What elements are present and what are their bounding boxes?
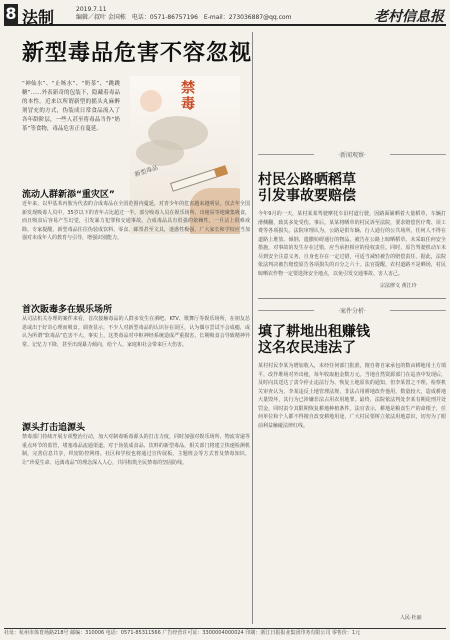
sidebar-label-bottom: ·案件分析· — [258, 306, 446, 316]
section-body-1: 近年来，以甲基苯丙胺为代表的合成毒品在全国范围内蔓延，对青少年的危害越来越明显。仅去年全国新发现吸毒人员中，35岁以下的青年占比超过一半。部分吸毒人员在娱乐场所、出租屋等地聚集吸食，而且吸食后容易产生幻觉，引发暴力犯罪和交通事故。合成毒品具有很强的依赖性，一旦沾上很难戒除。专家提醒，新型毒品往往伪装成饮料、零食、邮票甚至文具，迷惑性极强，广大家长和学校应当加强对未成年人的教育与引导，增强识别能力。 — [22, 201, 250, 241]
illustration-glow — [140, 90, 162, 112]
phone-number: 电话：0571-86757196 — [131, 14, 198, 21]
section-heading-1: 流动人群新添“重灾区” — [22, 190, 115, 200]
sidebar-divider — [258, 298, 446, 299]
sidebar-headline-line: 这名农民违法了 — [258, 340, 356, 356]
sidebar-headline-line: 引发事故要赔偿 — [258, 188, 356, 204]
header-meta — [76, 6, 297, 22]
section-body-3: 禁毒部门持续开展专项整治行动，加大对制毒贩毒源头的打击力度，同时加强对娱乐场所、物流寄递等重点环节的监管，堵塞毒品流通渠道。对于伪装成食品、饮料的新型毒品，相关部门将建立快速检测机制，完善信息共享，织密防控网络。社区和学校也将通过宣传展板、主题班会等方式普及禁毒知识，让“珍爱生命、远离毒品”的理念深入人心，共同构筑全民禁毒的坚固防线。 — [22, 434, 250, 466]
column-divider — [252, 32, 253, 624]
editor-credit: 编辑／叔叶 金国栋 — [76, 14, 126, 21]
header-contacts — [76, 14, 297, 22]
illustration-caption: 新型毒品 — [133, 164, 159, 179]
page-number: 8 — [5, 4, 17, 23]
sidebar-body-bottom: 某村村民李某为增加收入，未经任何部门批准，擅自将自家承包的数亩耕地用土方填平，改作堆场对外出租，每年收取租金数万元。当地自然资源部门在巡查中发现后，及时向其送达了责令停止违法行为、恢复土地原状的通知，但李某置之不理。检察机关审查认为，李某违反土地管理法规，非法占用耕地改作他用，数量较大，造成耕地大量毁坏，其行为已涉嫌非法占用农用地罪。最终，法院依法判处李某有期徒刑并处罚金，同时责令其限期恢复耕地种植条件。法官表示，耕地是粮食生产的命根子，任何单位和个人都不得擅自改变耕地用途，广大村民要树立依法用地意识，切勿为了眼前利益触碰法律红线。 — [258, 363, 446, 429]
intro-paragraph: “神仙水”、“止咳水”、“奶茶”、“跳跳糖”……外表新奇的包装下，隐藏着毒品的本性。近来以所谓新型的摇头丸麻醉剂冒充的方式，伪装成日常食品流入了各年龄阶层，一些人甚至将毒品当作“奶茶”等食物，毒品危害正在蔓延。 — [22, 81, 120, 132]
sidebar-label-top: ·新闻观察· — [258, 150, 446, 160]
sidebar-headline-line: 村民公路晒稻草 — [258, 172, 356, 188]
main-headline: 新型毒品危害不容忽视 — [22, 41, 253, 66]
newspaper-brand: 老村信息报 — [374, 9, 444, 25]
sidebar-headline-bottom — [258, 324, 370, 356]
section-body-2: 从司法机关办理的案件来看，首次接触毒品的人群多发生在酒吧、KTV、歌舞厅等娱乐场所，在朋友怂恿或出于好奇心理而吸食。调查显示，不少人对新型毒品的认识存在误区，认为偶尔尝试不会成瘾，或认为所谓“软毒品”危害不大。事实上，这类毒品对中枢神经系统造成严重损害，长期吸食会导致精神异常、记忆力下降，甚至出现暴力倾向，给个人、家庭和社会带来巨大伤害。 — [22, 316, 250, 348]
sidebar-author-top: 宗法律文 黄江玲 — [380, 283, 417, 289]
email-address: E-mail：273036887@qq.com — [203, 14, 292, 21]
illustration-title: 禁毒 — [179, 80, 195, 112]
page-footer: 社址：杭州市体育场路218号 邮编：310006 电话：0571-85311566 广告经营许可证：3300004000024 印刷：浙江日报报业集团印务有限公司 零售价：1元 — [4, 628, 446, 638]
sidebar-body-top: 今年9月的一天，某村某某驾驶摩托车沿村道行驶，因路面铺晒着大量稻草，车辆打滑侧翻，致其多处受伤。事后，某某将晒草的村民诉至法院，要求赔偿医疗费、误工费等各项损失。法院审理认为，公路是供车辆、行人通行的公共场所，任何人不得在道路上堆放、倾倒、遗撒妨碍通行的物品。被告在公路上晾晒稻草，未采取任何安全措施，对事故的发生存在过错，应当承担相应的侵权责任。同时，原告驾驶机动车未尽到安全注意义务，自身也存在一定过错，可适当减轻被告的赔偿责任。据此，法院依法判决被告赔偿原告各项损失的百分之六十。法官提醒，农村道路不是晒场，村民晾晒农作物一定要选择安全地点，以免引发交通事故、害人害己。 — [258, 211, 446, 277]
section-name: 法制 — [22, 8, 55, 27]
page-header — [4, 4, 446, 26]
sidebar-headline-top — [258, 172, 356, 204]
sidebar-headline-line: 填了耕地出租赚钱 — [258, 324, 370, 340]
smoke-cloud — [136, 140, 184, 166]
section-heading-3: 源头打击追源头 — [22, 423, 86, 433]
sidebar-author-bottom: 人民·杜丽 — [400, 615, 422, 621]
issue-date: 2019.7.11 — [76, 6, 107, 13]
section-heading-2: 首次販毒多在娱乐场所 — [22, 305, 113, 315]
